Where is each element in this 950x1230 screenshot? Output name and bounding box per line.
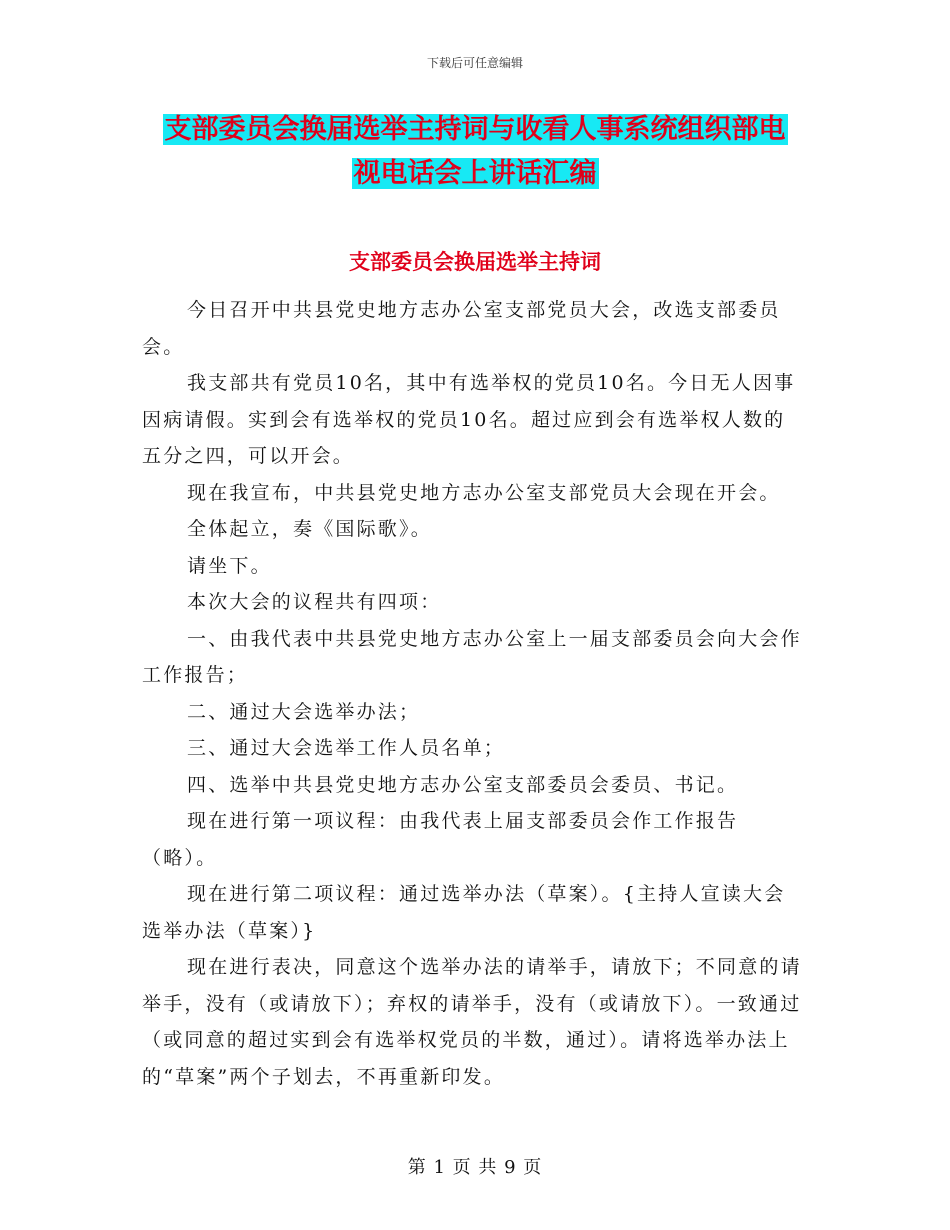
section-heading: 支部委员会换届选举主持词 <box>349 250 601 274</box>
paragraph: 三、通过大会选举工作人员名单； <box>187 737 506 759</box>
paragraph: 我支部共有党员10名，其中有选举权的党员10名。今日无人因事因病请假。实到会有选举权的党员10名。超过应到会有选举权人数的五分之四，可以开会。 <box>142 372 796 467</box>
page-number: 第 1 页 共 9 页 <box>407 1157 543 1178</box>
title-line-1: 支部委员会换届选举主持词与收看人事系统组织部电 <box>164 114 786 145</box>
document-body <box>142 292 806 1095</box>
paragraph: 现在我宣布，中共县党史地方志办公室支部党员大会现在开会。 <box>187 481 781 504</box>
paragraph: 现在进行第一项议程：由我代表上届支部委员会作工作报告（略）。 <box>142 810 739 869</box>
paragraph: 二、通过大会选举办法； <box>187 700 421 723</box>
paragraph: 现在进行第二项议程：通过选举办法（草案）。{主持人宣读大会选举办法（草案）} <box>142 883 786 942</box>
paragraph: 全体起立，奏《国际歌》。 <box>187 518 432 540</box>
paragraph: 本次大会的议程共有四项： <box>187 591 442 613</box>
paragraph: 今日召开中共县党史地方志办公室支部党员大会，改选支部委员会。 <box>142 299 781 358</box>
paragraph: 一、由我代表中共县党史地方志办公室上一届支部委员会向大会作工作报告； <box>142 627 802 686</box>
paragraph: 现在进行表决，同意这个选举办法的请举手，请放下；不同意的请举手，没有（或请放下）；弃权的请举手，没有（或请放下）。一致通过（或同意的超过实到会有选举权党员的半数，通过）。请将选举办法上的“草案”两个子划去，不再重新印发。 <box>142 956 802 1088</box>
document-title <box>140 108 810 196</box>
title-line-2: 视电话会上讲话汇编 <box>353 158 597 189</box>
paragraph: 四、选举中共县党史地方志办公室支部委员会委员、书记。 <box>187 773 739 796</box>
header-note: 下载后可任意编辑 <box>426 56 523 70</box>
paragraph: 请坐下。 <box>187 554 272 577</box>
